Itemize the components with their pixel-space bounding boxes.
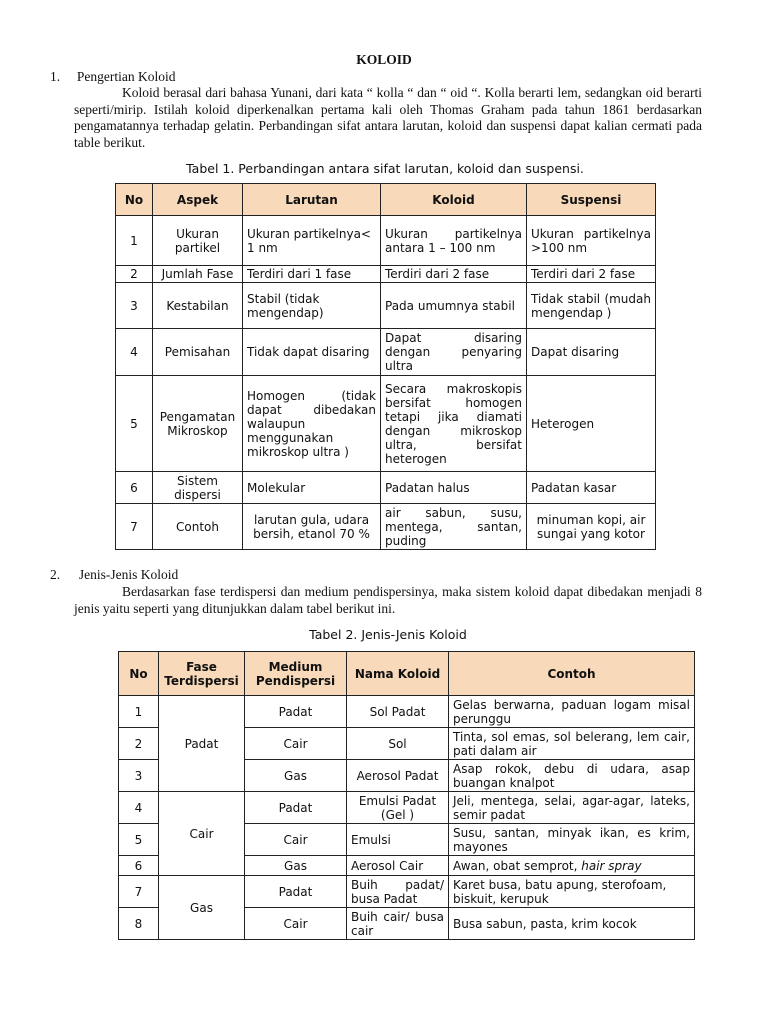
table-row [116,266,656,283]
table-row [116,376,656,472]
table-cell: Molekular [243,472,381,504]
table-1-header-no: No [116,184,153,216]
table-2-header-nama: Nama Koloid [347,652,449,696]
table-cell: Pada umumnya stabil [381,283,527,329]
table-cell: Tidak stabil (mudah mengendap ) [527,283,656,329]
page-title: KOLOID [356,52,412,67]
table-cell: Gas [245,760,347,792]
table-cell: Padatan kasar [527,472,656,504]
section-1-paragraph: Koloid berasal dari bahasa Yunani, dari kata “ kolla “ dan “ oid “. Kolla berarti lem, sedangkan oid berarti seperti/mirip. Istilah koloid diperkenalkan pertama kali oleh Thomas Graham pada tahun 1861 berdasarkan pengamatannya terhadap gelatin. Perbandingan sifat antara larutan, koloid dan suspensi dapat kalian cermati pada table berikut. [74,85,702,150]
table-cell: Kestabilan [153,283,243,329]
table-cell: Emulsi Padat (Gel ) [347,792,449,824]
table-cell: Jumlah Fase [153,266,243,283]
table-row [119,876,695,908]
table-cell: Heterogen [527,376,656,472]
table-cell: Padat [245,696,347,728]
table-1-header-larutan: Larutan [243,184,381,216]
table-cell: Tinta, sol emas, sol belerang, lem cair, pati dalam air [449,728,695,760]
table-2-header-medium: Medium Pendispersi [245,652,347,696]
phase-cell: Gas [159,876,245,940]
table-cell: Padat [245,792,347,824]
table-cell: 6 [116,472,153,504]
table-cell: Aerosol Padat [347,760,449,792]
table-cell: Sol [347,728,449,760]
section-2-heading [50,567,178,583]
table-2-colloid-types [118,651,695,940]
table-cell: Karet busa, batu apung, sterofoam, biskuit, kerupuk [449,876,695,908]
section-1-heading [50,69,175,85]
contoh-italic-text: hair spray [581,858,642,873]
table-cell: Terdiri dari 1 fase [243,266,381,283]
table-cell: Gas [245,856,347,876]
section-2-paragraph: Berdasarkan fase terdispersi dan medium pendispersinya, maka sistem koloid dapat dibedakan menjadi 8 jenis yaitu seperti yang ditunjukkan dalam tabel berikut ini. [74,584,702,616]
table-cell: 4 [116,329,153,376]
section-1-number: 1. [50,69,61,84]
table-1-header-suspensi: Suspensi [527,184,656,216]
table-cell: Ukuran partikelnya antara 1 – 100 nm [381,216,527,266]
table-row [116,504,656,550]
table-cell: 3 [119,760,159,792]
table-2-header-contoh: Contoh [449,652,695,696]
table-cell: 7 [116,504,153,550]
table-cell: Homogen (tidak dapat dibedakan walaupun menggunakan mikroskop ultra ) [243,376,381,472]
table-cell: Buih padat/ busa Padat [347,876,449,908]
table-cell: 2 [119,728,159,760]
table-cell: Cair [245,824,347,856]
table-cell: 7 [119,876,159,908]
table-cell: Gelas berwarna, paduan logam misal perunggu [449,696,695,728]
table-cell: Jeli, mentega, selai, agar-agar, lateks, semir padat [449,792,695,824]
table-1-header-koloid: Koloid [381,184,527,216]
table-cell: Terdiri dari 2 fase [527,266,656,283]
table-cell: minuman kopi, air sungai yang kotor [527,504,656,550]
table-cell: Dapat disaring dengan penyaring ultra [381,329,527,376]
table-cell: 8 [119,908,159,940]
table-cell: Asap rokok, debu di udara, asap buangan knalpot [449,760,695,792]
section-1-title: Pengertian Koloid [76,69,176,84]
table-cell: Sistem dispersi [153,472,243,504]
table-cell: 2 [116,266,153,283]
table-cell: Padatan halus [381,472,527,504]
table-cell: 6 [119,856,159,876]
table-cell: Ukuran partikelnya >100 nm [527,216,656,266]
table-1-header-aspek: Aspek [153,184,243,216]
table-1-comparison [115,183,656,550]
table-2-header-fase: Fase Terdispersi [159,652,245,696]
phase-cell: Cair [159,792,245,876]
table-cell: 5 [116,376,153,472]
table-cell: Pemisahan [153,329,243,376]
table-cell: Stabil (tidak mengendap) [243,283,381,329]
table-cell: Pengamatan Mikroskop [153,376,243,472]
table-cell: Buih cair/ busa cair [347,908,449,940]
table-cell: Dapat disaring [527,329,656,376]
table-row [119,792,695,824]
section-2-title: Jenis-Jenis Koloid [78,567,179,582]
table-cell: Aerosol Cair [347,856,449,876]
table-row [119,696,695,728]
table-row [116,329,656,376]
table-row [116,472,656,504]
table-cell: Cair [245,728,347,760]
table-cell: 1 [119,696,159,728]
section-2-number: 2. [50,567,61,582]
table-cell: 3 [116,283,153,329]
table-cell: 4 [119,792,159,824]
table-2-caption: Tabel 2. Jenis-Jenis Koloid [309,627,467,642]
table-cell: Terdiri dari 2 fase [381,266,527,283]
table-cell: Cair [245,908,347,940]
table-cell: Busa sabun, pasta, krim kocok [449,908,695,940]
table-1-caption: Tabel 1. Perbandingan antara sifat larutan, koloid dan suspensi. [186,161,584,176]
table-cell: Ukuran partikelnya< 1 nm [243,216,381,266]
table-cell [449,856,695,876]
table-2-header-no: No [119,652,159,696]
contoh-text: Awan, obat semprot, [453,858,578,873]
table-cell: larutan gula, udara bersih, etanol 70 % [243,504,381,550]
table-cell: Tidak dapat disaring [243,329,381,376]
phase-cell: Padat [159,696,245,792]
table-cell: Sol Padat [347,696,449,728]
table-row [116,283,656,329]
table-cell: 5 [119,824,159,856]
table-cell: Contoh [153,504,243,550]
table-cell: air sabun, susu, mentega, santan, puding [381,504,527,550]
table-cell: Ukuran partikel [153,216,243,266]
table-cell: Susu, santan, minyak ikan, es krim, mayones [449,824,695,856]
table-cell: Emulsi [347,824,449,856]
table-row [116,216,656,266]
table-cell: Padat [245,876,347,908]
table-cell: Secara makroskopis bersifat homogen tetapi jika diamati dengan mikroskop ultra, bersifat heterogen [381,376,527,472]
table-cell: 1 [116,216,153,266]
